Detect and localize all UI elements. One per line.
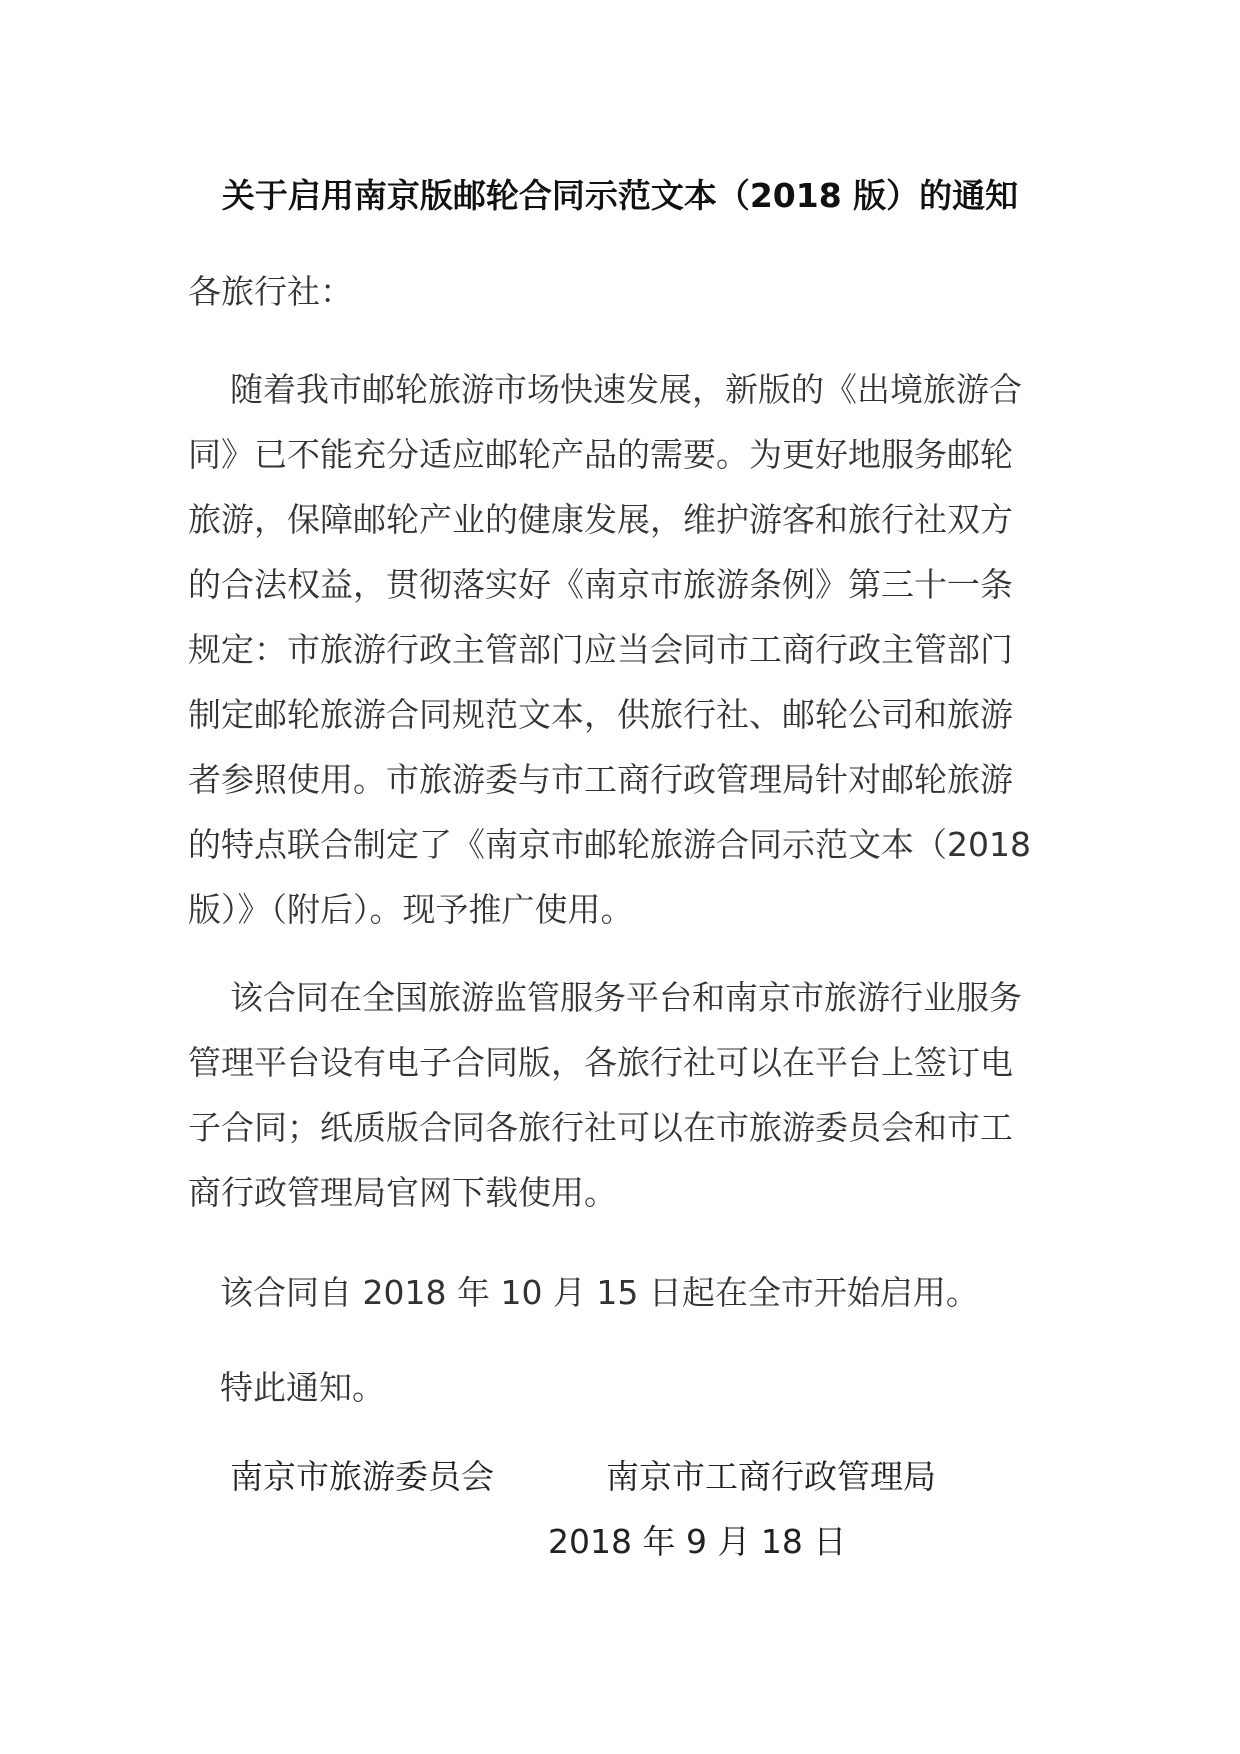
paragraph-line: 子合同；纸质版合同各旅行社可以在市旅游委员会和市工 xyxy=(188,1108,1013,1147)
paragraph-line: 规定：市旅游行政主管部门应当会同市工商行政主管部门 xyxy=(188,630,1013,669)
paragraph-2 xyxy=(188,965,1038,1225)
paragraph-line: 该合同自 2018 年 10 月 15 日起在全市开始启用。 xyxy=(220,1273,979,1312)
signature-industry-commerce-bureau: 南京市工商行政管理局 xyxy=(606,1457,936,1496)
paragraph-line: 特此通知。 xyxy=(220,1368,385,1407)
paragraph-4 xyxy=(220,1355,1070,1420)
paragraph-line: 同》已不能充分适应邮轮产品的需要。为更好地服务邮轮 xyxy=(188,435,1013,474)
signature-date: 2018 年 9 月 18 日 xyxy=(548,1522,847,1561)
paragraph-line: 的特点联合制定了《南京市邮轮旅游合同示范文本（2018 xyxy=(188,825,1031,864)
paragraph-line: 版）》（附后）。现予推广使用。 xyxy=(188,890,634,929)
paragraph-line: 该合同在全国旅游监管服务平台和南京市旅游行业服务 xyxy=(230,978,1022,1017)
paragraph-3 xyxy=(220,1260,1070,1325)
paragraph-1 xyxy=(188,357,1038,942)
paragraph-line: 随着我市邮轮旅游市场快速发展，新版的《出境旅游合 xyxy=(230,370,1022,409)
paragraph-line: 管理平台设有电子合同版，各旅行社可以在平台上签订电 xyxy=(188,1043,1013,1082)
paragraph-line: 的合法权益，贯彻落实好《南京市旅游条例》第三十一条 xyxy=(188,565,1013,604)
paragraph-line: 制定邮轮旅游合同规范文本，供旅行社、邮轮公司和旅游 xyxy=(188,695,1013,734)
paragraph-line: 商行政管理局官网下载使用。 xyxy=(188,1173,617,1212)
paragraph-line: 旅游，保障邮轮产业的健康发展，维护游客和旅行社双方 xyxy=(188,500,1013,539)
signature-tourism-committee: 南京市旅游委员会 xyxy=(230,1457,494,1496)
paragraph-line: 者参照使用。市旅游委与市工商行政管理局针对邮轮旅游 xyxy=(188,760,1013,799)
document-title: 关于启用南京版邮轮合同示范文本（2018 版）的通知 xyxy=(221,176,1019,215)
salutation: 各旅行社： xyxy=(188,272,353,311)
